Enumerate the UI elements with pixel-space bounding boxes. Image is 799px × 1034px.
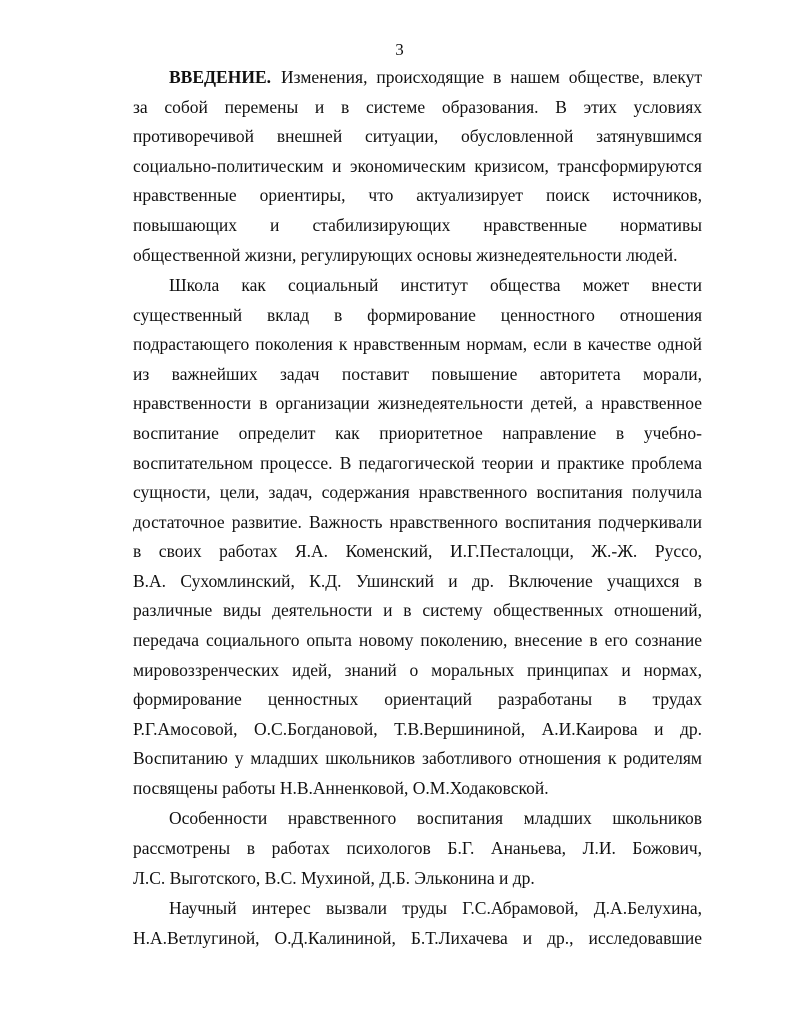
- text-line: существенный вклад в формирование ценностного отношения: [133, 304, 702, 325]
- text-line: нравственные ориентиры, что актуализирует поиск источников,: [133, 185, 702, 206]
- text-line: воспитание определит как приоритетное направление в учебно-: [133, 422, 702, 443]
- page-number: 3: [395, 40, 404, 59]
- text-line: В.А. Сухомлинский, К.Д. Ушинский и др. Включение учащихся в: [133, 570, 702, 591]
- text-line: мировоззренческих идей, знаний о моральных принципах и нормах,: [133, 659, 702, 680]
- text-line: общественной жизни, регулирующих основы жизнедеятельности людей.: [133, 244, 678, 265]
- text-line: Особенности нравственного воспитания младших школьников: [169, 808, 702, 829]
- text-line: формирование ценностных ориентаций разработаны в трудах: [133, 689, 702, 710]
- text-line: Воспитанию у младших школьников заботливого отношения к родителям: [133, 748, 702, 769]
- text-line: Школа как социальный институт общества может внести: [169, 274, 702, 295]
- text-line: нравственности в организации жизнедеятельности детей, а нравственное: [133, 393, 702, 414]
- section-heading: ВВЕДЕНИЕ.: [169, 67, 272, 87]
- text-line: в своих работах Я.А. Коменский, И.Г.Песталоцци, Ж.-Ж. Руссо,: [133, 541, 702, 562]
- text-line: Л.С. Выготского, В.С. Мухиной, Д.Б. Эльконина и др.: [133, 867, 535, 888]
- text-line: достаточное развитие. Важность нравственного воспитания подчеркивали: [133, 511, 702, 532]
- paragraph-features: [133, 804, 702, 893]
- text-line: сущности, цели, задач, содержания нравственного воспитания получила: [133, 482, 702, 503]
- text-line: Научный интерес вызвали труды Г.С.Абрамовой, Д.А.Белухина,: [169, 898, 702, 919]
- text-line: противоречивой внешней ситуации, обусловленной затянувшимся: [133, 126, 702, 147]
- text-line: посвящены работы Н.В.Анненковой, О.М.Ходаковской.: [133, 778, 549, 799]
- text-line: повышающих и стабилизирующих нравственные нормативы: [133, 214, 702, 235]
- text-line: подрастающего поколения к нравственным нормам, если в качестве одной: [133, 334, 702, 355]
- text-line: социально-политическим и экономическим кризисом, трансформируются: [133, 155, 702, 176]
- text-line: за собой перемены и в системе образования. В этих условиях: [133, 96, 702, 117]
- text-line: Р.Г.Амосовой, О.С.Богдановой, Т.В.Вершининой, А.И.Каирова и др.: [133, 718, 702, 739]
- paragraph-school: [133, 271, 702, 804]
- paragraph-research-interest: [133, 894, 702, 953]
- text-line: из важнейших задач поставит повышение авторитета морали,: [133, 363, 702, 384]
- text-line: воспитательном процессе. В педагогической теории и практике проблема: [133, 452, 702, 473]
- paragraph-introduction: [133, 63, 702, 270]
- text-line: рассмотрены в работах психологов Б.Г. Ананьева, Л.И. Божович,: [133, 838, 702, 859]
- text-line: передача социального опыта новому поколению, внесение в его сознание: [133, 630, 702, 651]
- text-line: Н.А.Ветлугиной, О.Д.Калининой, Б.Т.Лихачева и др., исследовавшие: [133, 927, 702, 948]
- text-line: различные виды деятельности и в систему общественных отношений,: [133, 600, 702, 621]
- text-line: ВВЕДЕНИЕ. Изменения, происходящие в нашем обществе, влекут: [169, 67, 702, 87]
- body-text: [133, 63, 702, 953]
